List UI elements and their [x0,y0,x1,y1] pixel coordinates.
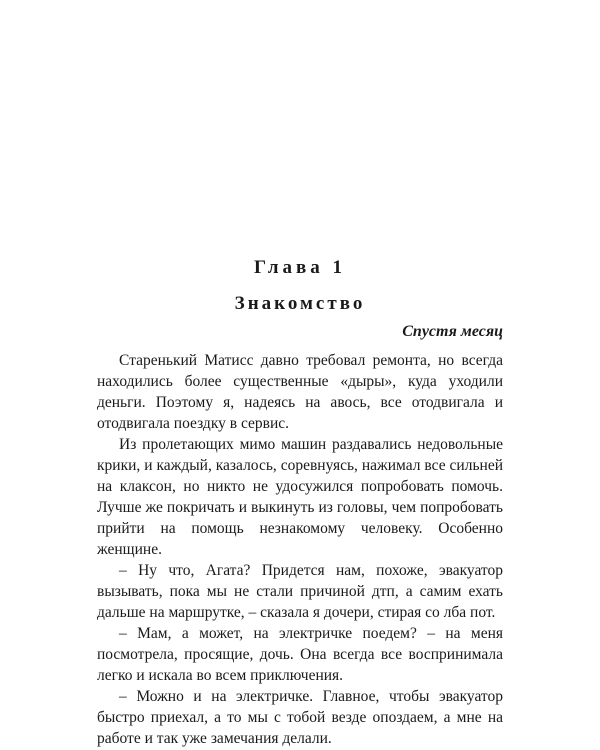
paragraph: – Ну что, Агата? Придется нам, похоже, эвакуатор вызывать, пока мы не стали причиной дтп, а самим ехать дальше на маршрутке, – сказала я дочери, стирая со лба пот. [97,562,503,621]
paragraph: Из пролетающих мимо машин раздавались недовольные крики, и каждый, казалось, соревнуясь, нажимал все сильней на клаксон, но никто не удосужился попробовать помочь. Лучше же покричать и выкинуть из головы, чем попробовать прийти на помощь незнакомому человеку. Особенно женщине. [97,436,503,558]
paragraph: – Можно и на электричке. Главное, чтобы эвакуатор быстро приехал, а то мы с тобой везде опоздаем, а мне на работе и так уже замечания делали. [97,688,503,747]
paragraph: – Мам, а может, на электричке поедем? – на меня посмотрела, просящие, дочь. Она всегда все воспринимала легко и искала во всем приключения. [97,625,503,684]
chapter-heading: Глава 1 [253,257,347,278]
chapter-subtitle: Спустя месяц [402,323,503,340]
chapter-title: Знакомство [234,293,366,314]
chapter-body [97,350,503,749]
paragraph: Старенький Матисс давно требовал ремонта, но всегда находились более существенные «дыры», куда уходили деньги. Поэтому я, надеясь на авось, все отодвигала и отодвигала поездку в сервис. [97,352,503,432]
